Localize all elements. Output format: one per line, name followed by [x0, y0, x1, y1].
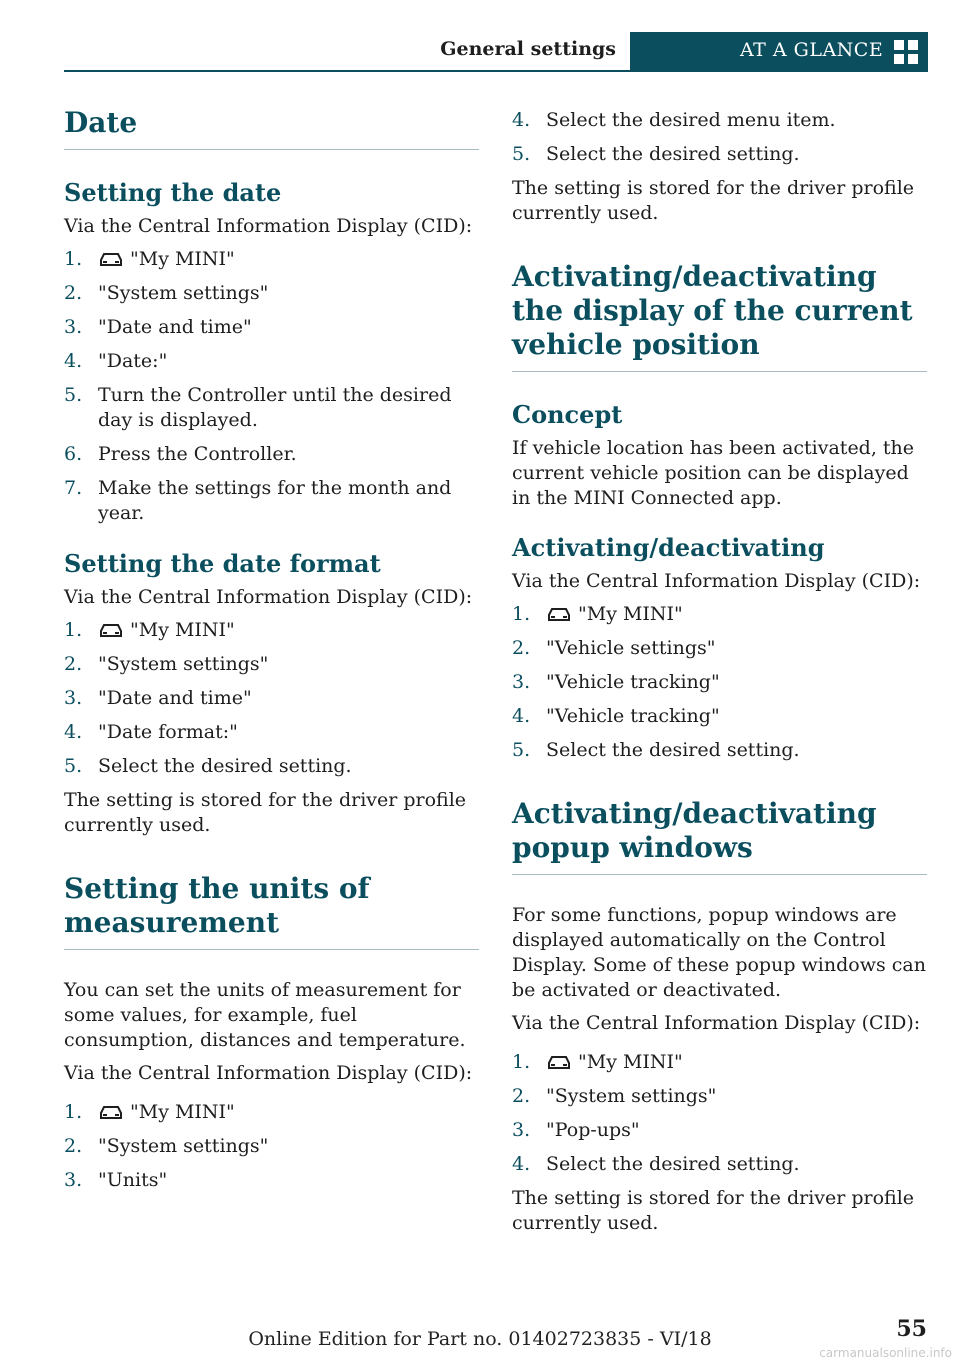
list-item — [64, 383, 479, 433]
step-text: Select the desired setting. — [546, 1153, 800, 1175]
page-number: 55 — [896, 1316, 927, 1342]
units-body: You can set the units of measurement for some values, for example, fuel consumption, distances and temperature. — [64, 979, 466, 1051]
continued-note: The setting is stored for the driver profile currently used. — [512, 177, 915, 224]
activating-heading: Activating/deactivating — [512, 533, 825, 562]
popups-steps — [512, 1050, 927, 1177]
list-item — [512, 602, 927, 627]
step-text: "Date:" — [98, 350, 168, 372]
list-item — [64, 652, 479, 677]
step-text: "Pop-ups" — [546, 1119, 640, 1141]
list-item — [512, 1118, 927, 1143]
step-number: 1. — [64, 248, 83, 270]
list-item — [512, 704, 927, 729]
step-number: 6. — [64, 443, 83, 465]
step-text: "Date and time" — [98, 316, 252, 338]
setting-date-steps — [64, 247, 479, 526]
step-text: "System settings" — [98, 282, 269, 304]
step-text: Select the desired setting. — [98, 755, 352, 777]
concept-body: If vehicle location has been activated, the current vehicle position can be displayed in the MINI Connected app. — [512, 437, 915, 509]
list-item — [512, 670, 927, 695]
step-text: "My MINI" — [130, 248, 235, 270]
step-text: "Date format:" — [98, 721, 238, 743]
step-number: 2. — [64, 282, 83, 304]
car-icon — [98, 251, 124, 267]
date-format-note: The setting is stored for the driver profile currently used. — [64, 789, 467, 836]
step-number: 4. — [64, 350, 83, 372]
car-icon — [546, 1054, 572, 1070]
units-heading: Setting the units of measurement — [64, 872, 479, 950]
step-number: 4. — [512, 1153, 531, 1175]
step-text: "Vehicle tracking" — [546, 705, 720, 727]
step-number: 2. — [512, 637, 531, 659]
list-item — [64, 349, 479, 374]
list-item — [64, 1100, 479, 1125]
step-text: "Date and time" — [98, 687, 252, 709]
step-number: 2. — [64, 1135, 83, 1157]
header-rule — [64, 70, 928, 72]
vehicle-position-intro: Via the Central Information Display (CID): — [512, 570, 921, 592]
step-number: 2. — [512, 1085, 531, 1107]
list-item — [64, 1168, 479, 1193]
step-number: 5. — [512, 143, 531, 165]
setting-date-heading: Setting the date — [64, 178, 282, 207]
list-item — [512, 108, 927, 133]
date-format-steps — [64, 618, 479, 779]
step-text: Press the Controller. — [98, 443, 297, 465]
step-text: "System settings" — [546, 1085, 717, 1107]
list-item — [64, 754, 479, 779]
section-title: General settings — [440, 38, 616, 60]
step-number: 7. — [64, 477, 83, 499]
step-text: "Vehicle tracking" — [546, 671, 720, 693]
step-text: "My MINI" — [130, 619, 235, 641]
step-number: 5. — [512, 739, 531, 761]
chapter-tab-label: AT A GLANCE — [740, 39, 884, 61]
continued-steps — [512, 108, 927, 167]
list-item — [512, 1084, 927, 1109]
list-item — [64, 720, 479, 745]
list-item — [64, 315, 479, 340]
step-number: 3. — [64, 1169, 83, 1191]
date-format-intro: Via the Central Information Display (CID): — [64, 586, 473, 608]
step-text: "System settings" — [98, 653, 269, 675]
list-item — [512, 1050, 927, 1075]
step-number: 4. — [512, 109, 531, 131]
list-item — [64, 247, 479, 272]
vehicle-position-heading: Activating/deactivating the display of the current vehicle position — [512, 260, 927, 372]
step-number: 5. — [64, 755, 83, 777]
car-icon — [98, 1104, 124, 1120]
popups-note: The setting is stored for the driver profile currently used. — [512, 1187, 915, 1234]
left-column — [64, 100, 479, 1202]
step-number: 1. — [64, 619, 83, 641]
step-number: 5. — [64, 384, 83, 406]
step-text: Select the desired setting. — [546, 739, 800, 761]
date-heading: Date — [64, 106, 479, 150]
units-intro: Via the Central Information Display (CID): — [64, 1062, 473, 1084]
chapter-tab — [630, 32, 928, 70]
step-text: "My MINI" — [578, 1051, 683, 1073]
step-number: 3. — [64, 316, 83, 338]
list-item — [512, 738, 927, 763]
step-text: Turn the Controller until the desired day is displayed. — [98, 384, 452, 431]
step-number: 1. — [512, 603, 531, 625]
list-item — [64, 281, 479, 306]
step-number: 3. — [512, 1119, 531, 1141]
popups-heading: Activating/deactivating popup windows — [512, 797, 927, 875]
list-item — [64, 686, 479, 711]
popups-intro: Via the Central Information Display (CID): — [512, 1012, 921, 1034]
step-text: "Vehicle settings" — [546, 637, 716, 659]
list-item — [64, 476, 479, 526]
step-number: 3. — [64, 687, 83, 709]
step-text: "My MINI" — [130, 1101, 235, 1123]
car-icon — [98, 622, 124, 638]
right-column — [512, 108, 927, 1244]
step-text: "System settings" — [98, 1135, 269, 1157]
step-text: Select the desired menu item. — [546, 109, 836, 131]
car-icon — [546, 606, 572, 622]
step-number: 3. — [512, 671, 531, 693]
concept-heading: Concept — [512, 400, 623, 429]
popups-body: For some functions, popup windows are displayed automatically on the Control Display. Some of these popup windows can be activated or deactivated. — [512, 904, 926, 1001]
list-item — [64, 618, 479, 643]
units-steps — [64, 1100, 479, 1193]
step-number: 2. — [64, 653, 83, 675]
edition-footer: Online Edition for Part no. 01402723835 - VI/18 — [248, 1328, 712, 1350]
list-item — [64, 1134, 479, 1159]
list-item — [512, 142, 927, 167]
step-number: 1. — [512, 1051, 531, 1073]
step-number: 4. — [512, 705, 531, 727]
step-number: 1. — [64, 1101, 83, 1123]
step-text: "Units" — [98, 1169, 168, 1191]
date-format-heading: Setting the date format — [64, 549, 381, 578]
setting-date-intro: Via the Central Information Display (CID): — [64, 215, 473, 237]
watermark-link[interactable]: carmanualsonline.info — [819, 1346, 952, 1360]
list-item — [64, 442, 479, 467]
list-item — [512, 1152, 927, 1177]
vehicle-position-steps — [512, 602, 927, 763]
step-text: Make the settings for the month and year. — [98, 477, 452, 524]
step-text: Select the desired setting. — [546, 143, 800, 165]
list-item — [512, 636, 927, 661]
step-number: 4. — [64, 721, 83, 743]
step-text: "My MINI" — [578, 603, 683, 625]
grid-icon — [894, 40, 918, 64]
